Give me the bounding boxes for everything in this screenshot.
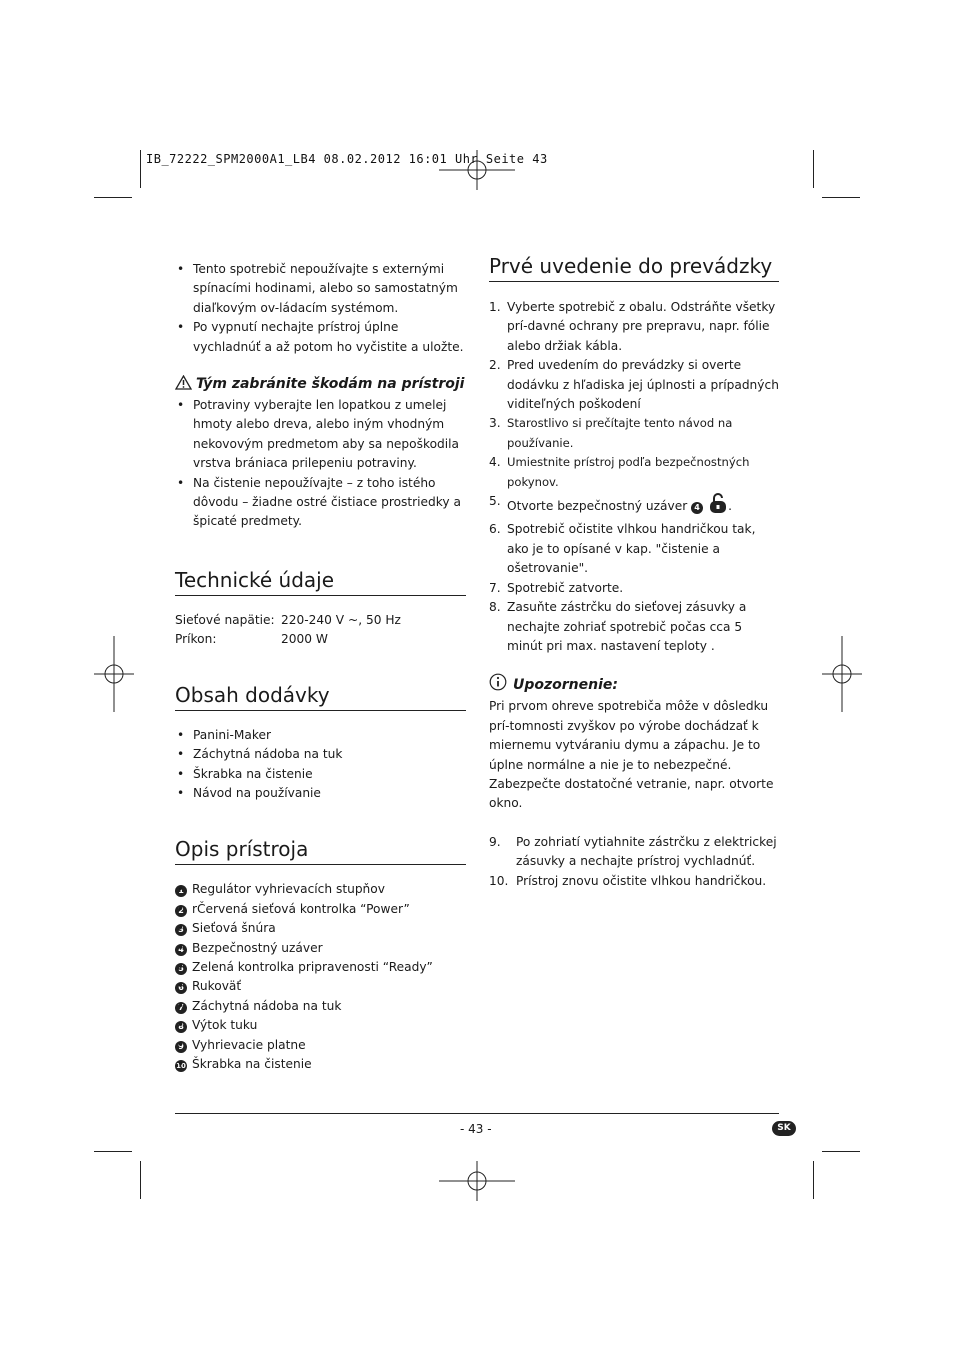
- note-text: Pri prvom ohreve spotrebiča môže v dôsledku prí-tomnosti zvyškov po výrobe dochádzať k miernemu vytváraniu dymu a zápachu. Je to úplne normálne a nie je to nebezpečné. Zabezpečte dostatočné vetranie, napr. otvorte okno.: [489, 699, 774, 811]
- list-item: • Panini-Maker: [175, 726, 466, 745]
- setup-heading: Prvé uvedenie do prevádzky: [489, 254, 773, 278]
- part-label: rČervená sieťová kontrolka “Power”: [192, 901, 410, 916]
- step-number: 4.: [489, 455, 501, 470]
- step-number: 3.: [489, 416, 501, 431]
- spec-row: [175, 630, 466, 649]
- part-number-badge: 2: [175, 905, 187, 917]
- step-item: [489, 598, 779, 656]
- part-number-badge: 5: [175, 963, 187, 975]
- setup-heading-block: [489, 253, 779, 282]
- description-heading-block: [175, 836, 466, 865]
- step-number: 9.: [489, 834, 501, 849]
- part-item: [175, 900, 466, 919]
- step-item: [489, 414, 779, 453]
- step-number: 1.: [489, 300, 501, 314]
- spec-label: Príkon:: [175, 632, 217, 647]
- damage-bullet-list: [175, 396, 466, 532]
- contents-list: [175, 726, 466, 804]
- part-item: [175, 977, 466, 996]
- step-item: [489, 520, 779, 578]
- spec-value: 2000 W: [281, 632, 328, 647]
- tech-heading: Technické údaje: [175, 567, 335, 592]
- setup-steps-continued: [489, 833, 779, 891]
- part-label: Bezpečnostný uzáver: [192, 940, 323, 955]
- spec-value: 220-240 V ~, 50 Hz: [281, 612, 401, 627]
- list-item: • Potraviny vyberajte len lopatkou z umelej hmoty alebo dreva, alebo iným vhodným nekovovým predmetom aby sa nepoškodila vrstva brániaca prilepeniu potraviny.: [175, 396, 466, 474]
- language-badge: SK: [772, 1121, 796, 1136]
- part-label: Regulátor vyhrievacích stupňov: [192, 882, 385, 897]
- page-number: - 43 -: [460, 1122, 492, 1136]
- step-item: [489, 579, 779, 598]
- step-text: Umiestnite prístroj podľa bezpečnostných pokynov.: [507, 455, 750, 489]
- list-item: • Škrabka na čistenie: [175, 765, 466, 784]
- part-label: Vyhrievacie platne: [192, 1037, 306, 1052]
- step-number: 10.: [489, 873, 509, 888]
- step-number: 6.: [489, 522, 501, 537]
- crop-mark-top-left-h: [94, 197, 132, 198]
- part-label: Škrabka na čistenie: [192, 1056, 312, 1071]
- warning-triangle-icon: [175, 375, 192, 396]
- part-number-badge: 4: [175, 944, 187, 956]
- part-item: [175, 958, 466, 977]
- left-column: [175, 260, 466, 1074]
- crop-mark-bottom-right-v: [813, 1161, 814, 1199]
- part-label: Záchytná nádoba na tuk: [192, 998, 342, 1013]
- part-item: [175, 880, 466, 899]
- crop-mark-bottom-left-h: [94, 1151, 132, 1152]
- unlocked-padlock-icon: [708, 492, 728, 520]
- spec-row: [175, 611, 466, 630]
- info-icon: [489, 673, 509, 697]
- step-item: [489, 356, 779, 414]
- step-text: Spotrebič očistite vlhkou handričkou tak, ako je to opísané v kap. "čistenie a ošetrovanie".: [507, 522, 756, 576]
- list-item: • Záchytná nádoba na tuk: [175, 745, 466, 764]
- list-item: • Návod na používanie: [175, 784, 466, 803]
- step-text: Prístroj znovu očistite vlhkou handričkou.: [516, 873, 767, 888]
- part-item: [175, 1016, 466, 1035]
- step-text: Spotrebič zatvorte.: [507, 580, 624, 595]
- step-item: [489, 872, 779, 891]
- step-text: Vyberte spotrebič z obalu. Odstráňte všetky prí-davné ochrany pre prepravu, napr. fólie alebo držiak kábla.: [507, 300, 776, 353]
- step-item: [489, 492, 779, 520]
- part-label: Rukoväť: [192, 979, 242, 994]
- step-number: 5.: [489, 494, 501, 509]
- step-item: [489, 453, 779, 492]
- footer-rule: [175, 1113, 779, 1114]
- step-text: Po zohriatí vytiahnite zástrčku z elektrickej zásuvky a nechajte prístroj vychladnúť.: [516, 834, 777, 869]
- part-number-badge: 3: [175, 924, 187, 936]
- step-number: 8.: [489, 600, 501, 615]
- part-number-badge: 6: [175, 982, 187, 994]
- step-text: Otvorte bezpečnostný uzáver: [507, 499, 688, 514]
- parts-list: [175, 880, 466, 1074]
- part-number-badge: 4: [691, 502, 703, 514]
- intro-bullet-list: [175, 260, 466, 357]
- tech-heading-block: [175, 567, 466, 596]
- right-column: [489, 253, 779, 891]
- part-number-badge: 10: [176, 1061, 186, 1070]
- spec-label: Sieťové napätie:: [175, 612, 275, 627]
- description-heading: Opis prístroja: [175, 837, 309, 862]
- step-suffix: .: [728, 499, 732, 514]
- crop-mark-top-right-v: [813, 150, 814, 188]
- crop-mark-top-right-h: [822, 197, 860, 198]
- contents-heading-block: [175, 682, 466, 711]
- part-label: Sieťová šnúra: [192, 921, 276, 936]
- step-item: [489, 833, 779, 872]
- list-item: • Tento spotrebič nepoužívajte s externými spínacími hodinami, alebo so samostatným diaľkovým ov-ládacím systémom.: [175, 260, 466, 318]
- registration-mark-left: [94, 636, 134, 712]
- part-item: [175, 997, 466, 1016]
- crop-mark-top-left-v: [140, 150, 141, 188]
- note-heading-text: Upozornenie:: [513, 677, 618, 694]
- part-number-badge: 8: [175, 1021, 187, 1033]
- step-number: 7.: [489, 580, 501, 595]
- contents-heading: Obsah dodávky: [175, 682, 330, 707]
- part-item: [175, 1055, 466, 1074]
- crop-mark-bottom-right-h: [822, 1151, 860, 1152]
- crop-mark-bottom-left-v: [140, 1161, 141, 1199]
- damage-heading-text: Tým zabránite škodám na prístroji: [196, 376, 465, 393]
- step-number: 2.: [489, 358, 501, 373]
- registration-mark-bottom: [439, 1161, 515, 1201]
- list-item: • Na čistenie nepoužívajte – z toho istého dôvodu – žiadne ostré čistiace prostriedky a špicaté predmety.: [175, 474, 466, 532]
- part-label: Zelená kontrolka pripravenosti “Ready”: [192, 959, 433, 974]
- registration-mark-right: [822, 636, 862, 712]
- tech-specs: [175, 611, 466, 650]
- part-number-badge: 9: [175, 1041, 187, 1053]
- damage-heading: [175, 374, 466, 396]
- print-slug: IB_72222_SPM2000A1_LB4 08.02.2012 16:01 Uhr Seite 43: [146, 152, 548, 166]
- setup-steps: [489, 298, 779, 656]
- step-item: [489, 298, 779, 356]
- part-label: Výtok tuku: [192, 1018, 258, 1033]
- list-item: • Po vypnutí nechajte prístroj úplne vychladnúť a až potom ho vyčistite a uložte.: [175, 318, 466, 357]
- note-heading: [489, 673, 779, 697]
- part-item: [175, 1036, 466, 1055]
- part-number-badge: 7: [175, 1002, 187, 1014]
- step-text: Zasuňte zástrčku do sieťovej zásuvky a nechajte zohriať spotrebič počas cca 5 minút pri max. nastavení teploty .: [507, 600, 747, 653]
- step-text: Pred uvedením do prevádzky si overte dodávku z hľadiska jej úplnosti a prípadných viditeľných poškodení: [507, 358, 779, 412]
- part-item: [175, 919, 466, 938]
- step-text: Starostlivo si prečítajte tento návod na používanie.: [507, 416, 733, 450]
- part-item: [175, 939, 466, 958]
- part-number-badge: 1: [175, 885, 187, 897]
